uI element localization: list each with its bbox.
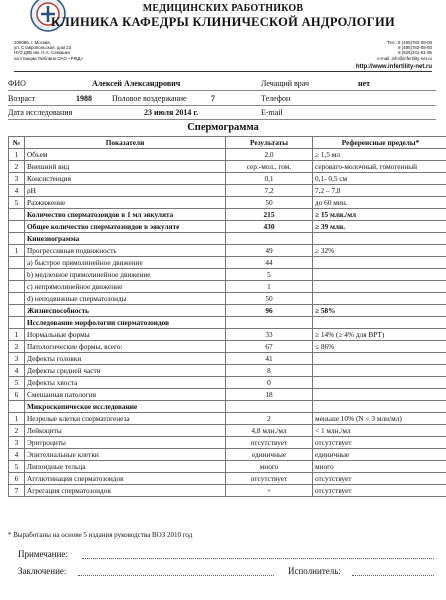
row-reference: меньше 10% (N < 3 млн/мл): [313, 413, 446, 425]
row-reference: [313, 257, 446, 269]
fio-label: ФИО: [8, 79, 26, 88]
row-reference: отсутствует: [313, 473, 446, 485]
row-number: 2: [9, 341, 25, 353]
row-indicator: Дефекты головки: [25, 353, 226, 365]
row-result: 49: [226, 245, 313, 257]
row-indicator: Смешанная патология: [25, 389, 226, 401]
col-header-number: №: [9, 137, 25, 149]
row-indicator: Агрегация сперматозоидов: [25, 485, 226, 497]
phone-label: Телефон: [261, 94, 291, 103]
row-number: 4: [9, 449, 25, 461]
row-number: [9, 209, 25, 221]
row-result: отсутствует: [226, 437, 313, 449]
row-number: [9, 221, 25, 233]
row-indicator: Патологические формы, всего:: [25, 341, 226, 353]
abstinence-value: 7: [211, 94, 215, 103]
executor-line: [352, 575, 434, 576]
table-row: [9, 161, 446, 173]
table-row: [9, 293, 446, 305]
row-number: 5: [9, 197, 25, 209]
row-number: 1: [9, 149, 25, 161]
row-number: 6: [9, 473, 25, 485]
row-number: 1: [9, 413, 25, 425]
row-indicator: Агглютинация сперматозоидов: [25, 473, 226, 485]
table-header-row: [9, 137, 446, 149]
row-result: сер.-мол., гом.: [226, 161, 313, 173]
row-reference: ≥ 58%: [313, 305, 446, 317]
row-reference: [313, 365, 446, 377]
website-link[interactable]: http://www.infertility-net.ru: [355, 64, 432, 70]
row-reference: 0,1- 0,5 см: [313, 173, 446, 185]
row-result: 7,2: [226, 185, 313, 197]
row-reference: [313, 269, 446, 281]
row-indicator: Незрелые клетки сперматогенеза: [25, 413, 226, 425]
address-line: 109086, г. Москва,: [14, 40, 51, 45]
table-row: [9, 485, 446, 497]
table-row: [9, 353, 446, 365]
table-row: [9, 185, 446, 197]
row-indicator: pH: [25, 185, 226, 197]
row-indicator: Жизнеспособность: [25, 305, 226, 317]
row-number: [9, 233, 25, 245]
row-reference: серовато-молочный, гомогенный: [313, 161, 446, 173]
address-block: [14, 40, 83, 61]
row-number: 4: [9, 185, 25, 197]
table-row: [9, 365, 446, 377]
table-row: [9, 425, 446, 437]
abstinence-label: Половое воздержание: [112, 94, 187, 103]
row-reference: [313, 389, 446, 401]
row-reference: [313, 233, 446, 245]
clinic-title: КЛИНИКА КАФЕДРЫ КЛИНИЧЕСКОЙ АНДРОЛОГИИ: [50, 15, 396, 29]
info-divider: [8, 119, 436, 120]
row-indicator: Эритроциты: [25, 437, 226, 449]
row-reference: [313, 377, 446, 389]
table-row: [9, 329, 446, 341]
age-value: 1988: [76, 94, 92, 103]
table-row: [9, 209, 446, 221]
row-number: 5: [9, 461, 25, 473]
row-result: +: [226, 485, 313, 497]
row-result: 2,0: [226, 149, 313, 161]
row-result: 33: [226, 329, 313, 341]
footnote: * Выработаны на основе 5 издания руководства ВОЗ 2010 год: [8, 531, 193, 539]
row-result: 8: [226, 365, 313, 377]
row-number: 1: [9, 245, 25, 257]
row-result: 41: [226, 353, 313, 365]
contact-line: 8 (495)782-08-93: [398, 45, 432, 51]
row-result: отсутствует: [226, 473, 313, 485]
table-row: [9, 269, 446, 281]
row-number: 7: [9, 485, 25, 497]
doctor-value: нет: [358, 79, 371, 88]
row-reference: ≤ 86%: [313, 341, 446, 353]
row-number: 3: [9, 437, 25, 449]
address-line: ул. Ставропольская, дом 23: [14, 45, 72, 51]
contact-line: e-mail: info@infertility-net.ru: [377, 55, 432, 61]
col-header-reference: Референсные пределы*: [313, 137, 446, 149]
row-number: [9, 317, 25, 329]
letterhead: [0, 0, 446, 80]
row-reference: [313, 281, 446, 293]
address-line: НУЗ ДКБ им. Н.А. Семашко: [14, 50, 71, 56]
row-number: 3: [9, 173, 25, 185]
row-indicator: d) неподвижные сперматозоиды: [25, 293, 226, 305]
row-number: [9, 257, 25, 269]
row-result: единичные: [226, 449, 313, 461]
row-reference: ≥ 15 млн./мл: [313, 209, 446, 221]
row-reference: ≥ 14% (≥ 4% для ВРТ): [313, 329, 446, 341]
conclusion-label: Заключение:: [18, 566, 67, 576]
row-indicator: b) медленное прямолинейное движение: [25, 269, 226, 281]
note-line: [82, 558, 434, 559]
row-number: 4: [9, 365, 25, 377]
date-label: Дата исследования: [8, 108, 73, 117]
row-reference: до 60 мин.: [313, 197, 446, 209]
note-label: Примечание:: [18, 549, 68, 559]
row-reference: ≥ 39 млн.: [313, 221, 446, 233]
section-row: [9, 317, 446, 329]
row-reference: много: [313, 461, 446, 473]
row-number: [9, 293, 25, 305]
row-reference: [313, 401, 446, 413]
contact-line: Тел.: 8 (495)782-08-09: [387, 40, 432, 45]
row-indicator: Микроскопическое исследование: [25, 401, 226, 413]
table-row: [9, 341, 446, 353]
row-reference: [313, 293, 446, 305]
date-value: 23 июля 2014 г.: [144, 108, 199, 117]
row-result: 67: [226, 341, 313, 353]
row-result: 0,1: [226, 173, 313, 185]
table-body: [9, 149, 446, 497]
section-row: [9, 401, 446, 413]
row-indicator: Исследование морфологии сперматозоидов: [25, 317, 226, 329]
org-line: МЕДИЦИНСКИХ РАБОТНИКОВ: [142, 3, 304, 14]
row-number: 6: [9, 389, 25, 401]
row-result: 0: [226, 377, 313, 389]
row-indicator: Эпителиальные клетки: [25, 449, 226, 461]
contacts-block: [377, 40, 432, 61]
info-divider: [8, 105, 436, 106]
row-indicator: a) быстрое прямолинейное движение: [25, 257, 226, 269]
col-header-result: Результаты: [226, 137, 313, 149]
row-number: [9, 305, 25, 317]
table-row: [9, 413, 446, 425]
row-result: 2: [226, 413, 313, 425]
row-indicator: Внешний вид: [25, 161, 226, 173]
table-row: [9, 305, 446, 317]
row-indicator: Нормальные формы: [25, 329, 226, 341]
table-row: [9, 281, 446, 293]
row-result: [226, 233, 313, 245]
table-row: [9, 197, 446, 209]
table-row: [9, 149, 446, 161]
row-reference: [313, 317, 446, 329]
executor-label: Исполнитель:: [288, 566, 341, 576]
row-result: много: [226, 461, 313, 473]
row-number: [9, 269, 25, 281]
row-result: 4,8 млн./мл: [226, 425, 313, 437]
row-indicator: Консистенция: [25, 173, 226, 185]
row-number: [9, 401, 25, 413]
row-result: 44: [226, 257, 313, 269]
table-row: [9, 221, 446, 233]
row-result: 1: [226, 281, 313, 293]
doctor-label: Лечащий врач: [261, 79, 310, 88]
col-header-indicator: Показатели: [25, 137, 226, 149]
row-indicator: Общее количество сперматозоидов в эякуляте: [25, 221, 226, 233]
row-indicator: Липоидные тельца: [25, 461, 226, 473]
table-row: [9, 173, 446, 185]
table-row: [9, 257, 446, 269]
row-result: 50: [226, 293, 313, 305]
fio-value: Алексей Александрович: [92, 79, 181, 88]
info-divider: [8, 90, 436, 91]
row-result: [226, 401, 313, 413]
contact-line: 8 (926)241-61-95: [398, 50, 432, 56]
page-title: Спермограмма: [187, 122, 259, 133]
row-indicator: Прогрессивная подвижность: [25, 245, 226, 257]
row-number: 1: [9, 329, 25, 341]
row-number: 2: [9, 161, 25, 173]
conclusion-line: [78, 575, 274, 576]
row-indicator: Лейкоциты: [25, 425, 226, 437]
row-reference: [313, 353, 446, 365]
row-result: 215: [226, 209, 313, 221]
row-indicator: Дефекты средней части: [25, 365, 226, 377]
row-reference: ≥ 1,5 мл: [313, 149, 446, 161]
row-indicator: c) непрямолинейное движение: [25, 281, 226, 293]
spermogram-table: [8, 136, 446, 497]
table-row: [9, 473, 446, 485]
row-result: 18: [226, 389, 313, 401]
table-row: [9, 389, 446, 401]
email-label: E-mail: [261, 108, 283, 117]
address-line: на станции Люблино ОАО «РЖД»: [14, 55, 83, 61]
row-indicator: Кинезиограмма: [25, 233, 226, 245]
row-reference: отсутствует: [313, 437, 446, 449]
age-label: Возраст: [8, 94, 36, 103]
row-number: 3: [9, 353, 25, 365]
row-indicator: Дефекты хвоста: [25, 377, 226, 389]
row-reference: единичные: [313, 449, 446, 461]
row-result: 430: [226, 221, 313, 233]
row-number: 5: [9, 377, 25, 389]
row-result: 5: [226, 269, 313, 281]
table-row: [9, 377, 446, 389]
row-indicator: Количество сперматозоидов в 1 мл эякулята: [25, 209, 226, 221]
row-indicator: Объем: [25, 149, 226, 161]
row-result: 96: [226, 305, 313, 317]
row-reference: отсутствует: [313, 485, 446, 497]
row-number: 2: [9, 425, 25, 437]
table-row: [9, 437, 446, 449]
row-reference: ≥ 32%: [313, 245, 446, 257]
table-row: [9, 449, 446, 461]
section-row: [9, 233, 446, 245]
table-row: [9, 245, 446, 257]
row-indicator: Разжижение: [25, 197, 226, 209]
row-reference: < 1 млн./мл: [313, 425, 446, 437]
row-number: [9, 281, 25, 293]
header-divider: [14, 71, 432, 72]
table-row: [9, 461, 446, 473]
row-reference: 7,2 – 7,8: [313, 185, 446, 197]
row-result: [226, 317, 313, 329]
row-result: 50: [226, 197, 313, 209]
